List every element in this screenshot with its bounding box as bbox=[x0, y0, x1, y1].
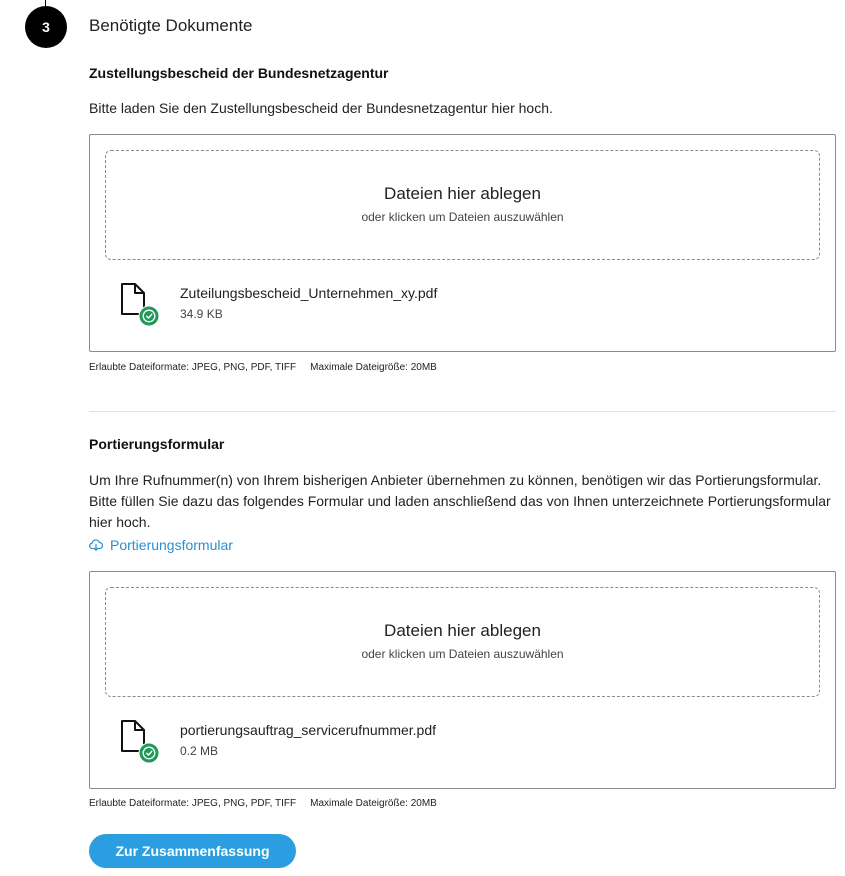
zur-zusammenfassung-button[interactable]: Zur Zusammenfassung bbox=[89, 834, 296, 868]
file-size: 34.9 KB bbox=[180, 307, 223, 321]
max-size-text: Maximale Dateigröße: 20MB bbox=[310, 362, 437, 373]
document-check-icon bbox=[118, 281, 160, 327]
section-title-portierungsformular: Portierungsformular bbox=[89, 436, 225, 452]
file-name: portierungsauftrag_servicerufnummer.pdf bbox=[180, 722, 437, 738]
step-title: Benötigte Dokumente bbox=[89, 16, 253, 35]
max-size-text: Maximale Dateigröße: 20MB bbox=[310, 798, 437, 809]
section-divider bbox=[89, 411, 836, 412]
allowed-formats-text: Erlaubte Dateiformate: JPEG, PNG, PDF, TIFF bbox=[89, 798, 297, 809]
file-size: 0.2 MB bbox=[180, 744, 219, 758]
file-name: Zuteilungsbescheid_Unternehmen_xy.pdf bbox=[180, 285, 438, 301]
cloud-download-icon bbox=[89, 538, 103, 552]
upload-box-zustellungsbescheid bbox=[89, 134, 836, 352]
section-description-zustellungsbescheid: Bitte laden Sie den Zustellungsbescheid der Bundesnetzagentur hier hoch. bbox=[89, 100, 553, 116]
dropzone-zustellungsbescheid[interactable] bbox=[105, 150, 820, 260]
download-link-label[interactable]: Portierungsformular bbox=[110, 537, 233, 553]
uploaded-file-item bbox=[118, 281, 437, 327]
step-number-badge: 3 bbox=[25, 6, 67, 48]
section-title-zustellungsbescheid: Zustellungsbescheid der Bundesnetzagentur bbox=[89, 65, 389, 81]
allowed-formats-text: Erlaubte Dateiformate: JPEG, PNG, PDF, TIFF bbox=[89, 362, 297, 373]
upload-box-portierungsformular bbox=[89, 571, 836, 789]
download-portierungsformular-link[interactable] bbox=[89, 537, 233, 553]
section-description-portierungsformular: Um Ihre Rufnummer(n) von Ihrem bisherigen Anbieter übernehmen zu können, benötigen wir das Portierungsformular. Bitte füllen Sie dazu das folgendes Formular und laden anschließend das von Ihnen unterzeichnete Portierungsformular hier hoch. bbox=[89, 472, 831, 530]
dropzone-portierungsformular[interactable] bbox=[105, 587, 820, 697]
dropzone-title: Dateien hier ablegen bbox=[384, 621, 541, 640]
upload-constraints bbox=[89, 362, 437, 373]
dropzone-title: Dateien hier ablegen bbox=[384, 184, 541, 203]
dropzone-subtitle: oder klicken um Dateien auszuwählen bbox=[361, 210, 564, 224]
dropzone-subtitle: oder klicken um Dateien auszuwählen bbox=[361, 647, 564, 661]
document-check-icon bbox=[118, 718, 160, 764]
upload-constraints bbox=[89, 798, 437, 809]
uploaded-file-item bbox=[118, 718, 436, 764]
